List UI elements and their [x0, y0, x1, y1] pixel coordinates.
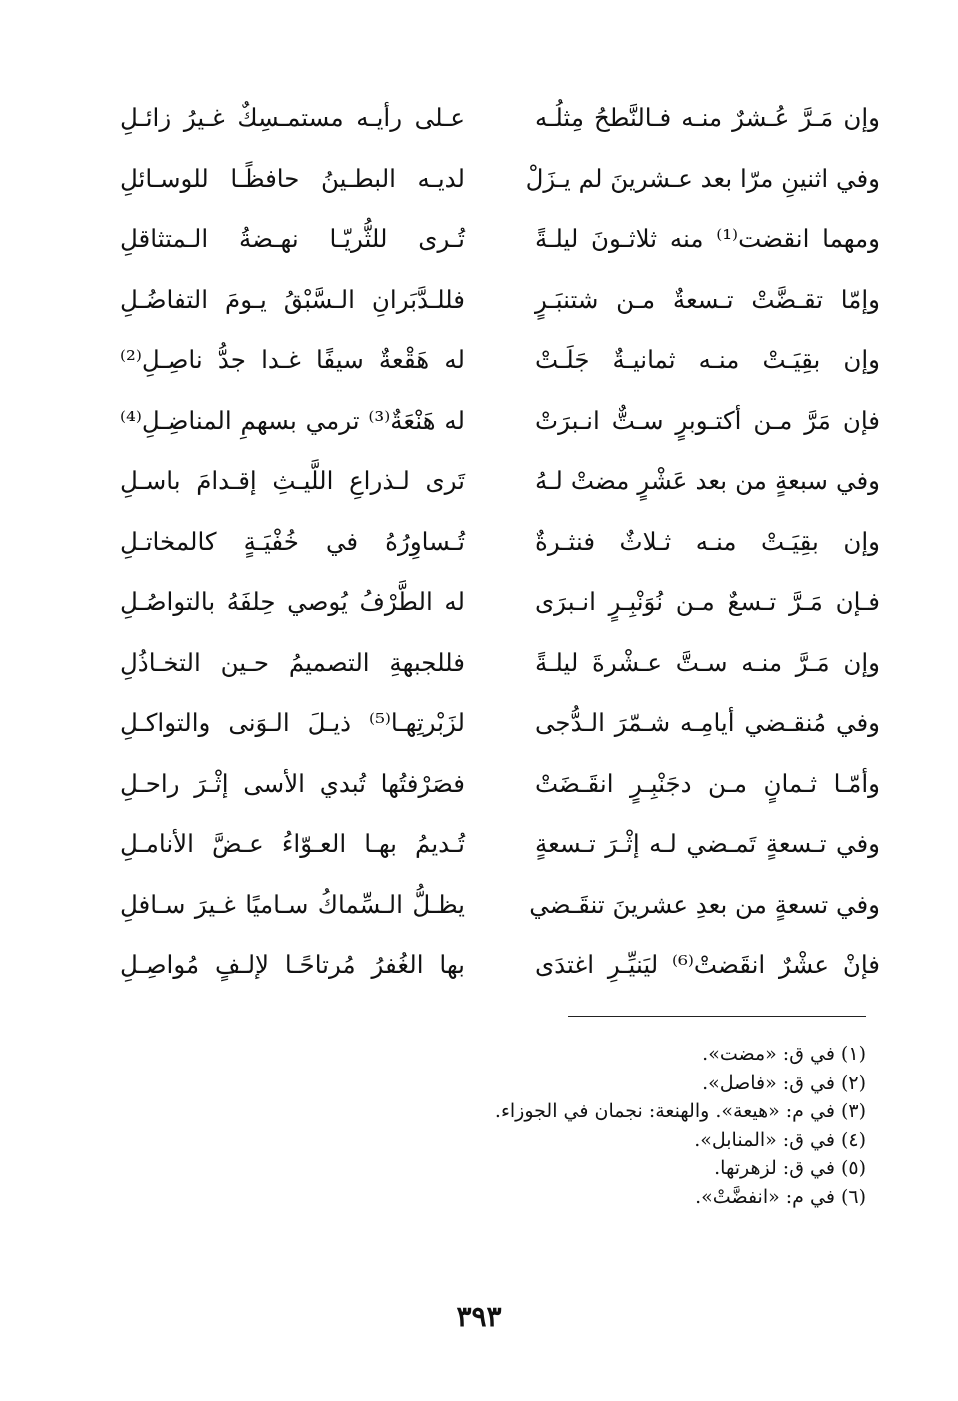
- footnote: (٤) في ق: «المنابل».: [694, 1128, 866, 1151]
- verse-second-hemistich: فللـدَّبَرانِ الـسَّبْقُ يـومَ التفاضُـلِ: [120, 284, 465, 314]
- footnote: (٢) في ق: «فاصل».: [702, 1071, 866, 1094]
- verse-first-hemistich: وإن بقِيَـتْ منـه ثمانيـةٌ جَلَـتْ: [535, 345, 880, 374]
- verse: [120, 209, 880, 270]
- verse: [120, 633, 880, 694]
- verse-second-hemistich: يظـلُّ الـسِّماكُ سـاميًا غـيرَ سـافلِ: [120, 889, 465, 919]
- verse: [120, 270, 880, 331]
- verse-first-hemistich: وفي مُنقـضي أيامِـه شـمّرَ الـدُّجى: [535, 708, 880, 737]
- page-number: ٣٩٣: [456, 1300, 502, 1333]
- verse-first-hemistich: وأمّـا ثـمانٍ مـن دجَنْبِـرٍ انقَـضَتْ: [535, 768, 880, 798]
- verse-first-hemistich: وفي اثنينِ مرّا بعد عـشرينَ لم يـزَلْ: [525, 163, 880, 193]
- verse: [120, 391, 880, 452]
- verse-first-hemistich: وفي تسعةٍ من بعدِ عشرينَ تنقَـضي: [529, 889, 880, 919]
- footnotes: [266, 1040, 866, 1211]
- verse: [120, 572, 880, 633]
- verse-second-hemistich: له الطَّرْفُ يُوصي حِلفَهُ بالتواصُـلِ: [120, 587, 465, 616]
- verse-first-hemistich: وإن مَـرَّ منـه سـتَّ عـشْرةَ ليلـةً: [535, 647, 880, 677]
- verse-second-hemistich: بها الغُفرُ مُرتاحًـا لإلـفٍ مُواصِـلِ: [120, 950, 465, 979]
- verse-second-hemistich: له هَنْعَةٌ⁽³⁾ ترمي بسهمِ المناضِـلِ⁽⁴⁾: [120, 405, 465, 435]
- verse-first-hemistich: وإن مَـرَّ عُـشرٌ منـه فـالنَّطحُ مِثلُـه: [535, 103, 880, 132]
- verse-second-hemistich: تَرى لـذراعِ اللَّيـثِ إقـدامَ باسـلِ: [120, 466, 465, 495]
- verse: [120, 149, 880, 210]
- verse-second-hemistich: لديـه البطـينُ حافظًـا للوسـائلِ: [120, 163, 465, 193]
- verse: [120, 693, 880, 754]
- verse-first-hemistich: وفي تـسعةٍ تَمـضي لـه إثْـرَ تـسعةٍ: [535, 829, 880, 858]
- verse-second-hemistich: تُـرى للثُّريّـا نهـضةُ الـمتثاقلِ: [120, 224, 465, 253]
- verse: [120, 875, 880, 936]
- verse-first-hemistich: ومهما انقضت⁽¹⁾ منه ثلاثـونَ ليلـةً: [535, 224, 880, 253]
- verse-first-hemistich: فـإن مَـرَّ تـسعٌ مـن نُوَنْبِـرٍ انـبرَى: [535, 587, 880, 616]
- verse-first-hemistich: وإمّا تقـضَّتْ تـسعةٌ مـن شتنبَـرٍ: [535, 284, 880, 314]
- footnote-separator: [568, 1016, 866, 1017]
- verse: [120, 814, 880, 875]
- verse: [120, 451, 880, 512]
- verse-second-hemistich: فللجبهةِ التصميمُ حـين التخـاذُلِ: [120, 647, 465, 677]
- verse-second-hemistich: فصَرْفتُها تُبدي الأسى إثْـرَ راحـلِ: [120, 768, 465, 798]
- verse-first-hemistich: وإن بقِيَـتْ منـه ثـلاثٌ فنثـرةٌ: [535, 526, 880, 556]
- verse: [120, 754, 880, 815]
- footnote: (٣) في م: «هيعة». والهنعة: نجمان في الجوزاء.: [494, 1100, 866, 1122]
- poem: [120, 88, 880, 996]
- verse: [120, 330, 880, 391]
- verse-second-hemistich: عـلى رأيـه مستمـسِكٌ غـيرُ زائـلِ: [120, 103, 465, 132]
- verse-first-hemistich: فإنْ عشْرٌ انقَضتْ⁽⁶⁾ ليَنيِّـرِ اغتدَى: [535, 950, 881, 979]
- verse: [120, 935, 880, 996]
- verse: [120, 88, 880, 149]
- footnote: (٦) في م: «انفضَّتْ».: [695, 1185, 866, 1208]
- verse-second-hemistich: له هَقْعةٌ سيفًا غـدا جدُّ ناصِـلِ⁽²⁾: [120, 345, 465, 374]
- verse-second-hemistich: تُـديمُ بهـا العـوّاءُ عـضَّ الأنامـلِ: [120, 829, 465, 858]
- verse: [120, 512, 880, 573]
- verse-second-hemistich: تُـساوِرُهُ في خُفْيَـةٍ كالمخاتـلِ: [120, 526, 465, 556]
- verse-first-hemistich: فإن مَرَّ مـن أكتـوبرٍ سـتٌّ انـبرَتْ: [535, 405, 880, 435]
- footnote: (٥) في ق: لزهرتها.: [714, 1157, 866, 1179]
- verse-first-hemistich: وفي سبعةٍ من بعد عَشْرٍ مضتْ لـهُ: [535, 466, 880, 495]
- footnote: (١) في ق: «مضت».: [702, 1043, 866, 1065]
- verse-second-hemistich: لزَبْرتِهـا⁽⁵⁾ ذيـلَ الـوَنى والتواكـلِ: [120, 708, 465, 737]
